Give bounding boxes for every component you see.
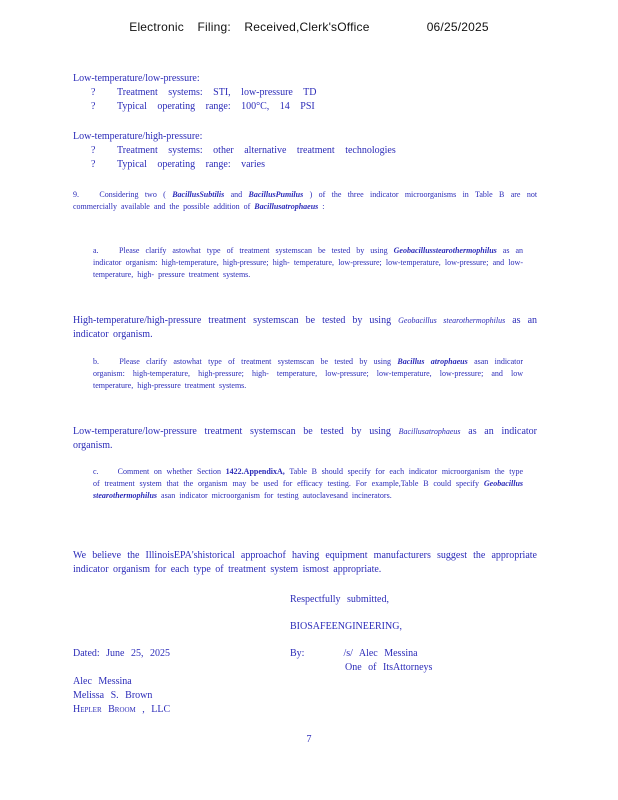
question-text: ) of the three indicator microorganisms in Table B are not commercially available and the possible addition of xyxy=(73,190,538,211)
bullet-mark: ? xyxy=(91,159,96,170)
conclusion-paragraph: We believe the IllinoisEPA'shistorical approachof having equipment manufacturers suggest the appropriate indicator organism for each type of treatment system ismost appropriate. xyxy=(73,550,537,575)
organism-name: BacillusPumilus xyxy=(248,190,304,199)
bullet-text: Treatment systems: other alternative treatment technologies xyxy=(117,145,396,156)
law-firm: Hepler Broom , LLC xyxy=(73,704,171,715)
question-text: Please clarify astowhat type of treatment systemscan be tested by using xyxy=(119,246,388,255)
question-9c xyxy=(93,466,523,502)
list-item xyxy=(91,144,553,158)
question-text: as an indicator organism: high-temperature, high-pressure; high- temperature, low-pressure; low-temperature, low-pressure; and low-temperature, high- pressure treatment systems. xyxy=(93,246,524,279)
question-text: Table B should specify for each indicator microorganism the type of treatment system that the organism may be used for efficacy testing. For example,Table B could specify xyxy=(93,467,524,488)
attorney-name: Melissa S. Brown xyxy=(73,690,153,701)
question-text: asan indicator microorganism for testing autoclavesand incinerators. xyxy=(161,491,392,500)
organism-name: Bacillusatrophaeus xyxy=(398,427,461,436)
dated-value: June 25, 2025 xyxy=(106,648,170,659)
organism-name: Bacillusatrophaeus xyxy=(254,202,319,211)
answer-text: High-temperature/high-pressure treatment systemscan be tested by using xyxy=(73,315,392,326)
organism-name: Bacillus atrophaeus xyxy=(397,357,468,366)
list-item xyxy=(91,100,553,114)
answer-text: as an indicator organism. xyxy=(73,426,537,451)
question-number: 9. xyxy=(73,190,79,199)
section-title: Low-temperature/high-pressure: xyxy=(73,131,203,142)
bullet-text: Typical operating range: varies xyxy=(117,159,265,170)
question-text: and xyxy=(230,190,243,199)
question-letter: c. xyxy=(93,467,99,476)
question-text: Comment on whether Section xyxy=(117,467,221,476)
page-number: 7 xyxy=(306,734,312,745)
respectfully-submitted: Respectfully submitted, xyxy=(290,594,389,605)
question-letter: b. xyxy=(93,357,99,366)
list-item xyxy=(91,158,553,172)
organism-name: Geobacillusstearothermophilus xyxy=(393,246,497,255)
question-text: Please clarify astowhat type of treatment systemscan be tested by using xyxy=(119,357,392,366)
attorney-role: One of ItsAttorneys xyxy=(345,662,433,673)
bullet-text: Typical operating range: 100°C, 14 PSI xyxy=(117,101,315,112)
question-text: asan indicator organism: high-temperature, high-pressure; high- temperature, low-pressure; low-temperature, low-pressure; and low temperature, high-pressure treatment systems. xyxy=(93,357,524,390)
answer-9a xyxy=(73,314,537,342)
section-low-high xyxy=(73,130,553,172)
question-9 xyxy=(73,189,537,213)
answer-9b xyxy=(73,425,537,453)
signature-line xyxy=(290,647,550,661)
section-reference: 1422.AppendixA, xyxy=(225,467,285,476)
organism-name: Geobacillus stearothermophilus xyxy=(93,479,523,500)
attorney-list xyxy=(73,675,273,717)
filing-header xyxy=(0,20,618,34)
attorney-name: Alec Messina xyxy=(73,676,132,687)
bullet-text: Treatment systems: STI, low-pressure TD xyxy=(117,87,317,98)
bullet-mark: ? xyxy=(91,145,96,156)
dated-line xyxy=(73,647,273,661)
bullet-mark: ? xyxy=(91,101,96,112)
filing-date: 06/25/2025 xyxy=(426,20,489,34)
question-9a xyxy=(93,245,523,281)
answer-text: as an indicator organism. xyxy=(73,315,538,340)
organism-name: BacillusSubtilis xyxy=(172,190,225,199)
bullet-mark: ? xyxy=(91,87,96,98)
question-text: Considering two ( xyxy=(99,190,166,199)
section-title: Low-temperature/low-pressure: xyxy=(73,73,200,84)
answer-text: Low-temperature/low-pressure treatment systemscan be tested by using xyxy=(73,426,391,437)
dated-label: Dated: xyxy=(73,648,100,659)
section-low-low xyxy=(73,72,553,114)
list-item xyxy=(91,86,553,100)
question-text: : xyxy=(322,202,325,211)
organism-name: Geobacillus stearothermophilus xyxy=(398,316,506,325)
question-letter: a. xyxy=(93,246,99,255)
question-9b xyxy=(93,356,523,392)
filing-label: Electronic Filing: Received,Clerk'sOffice xyxy=(129,20,370,34)
by-label: By: xyxy=(290,648,305,659)
signature: /s/ Alec Messina xyxy=(343,648,418,659)
firm-name: BIOSAFEENGINEERING, xyxy=(290,621,402,632)
